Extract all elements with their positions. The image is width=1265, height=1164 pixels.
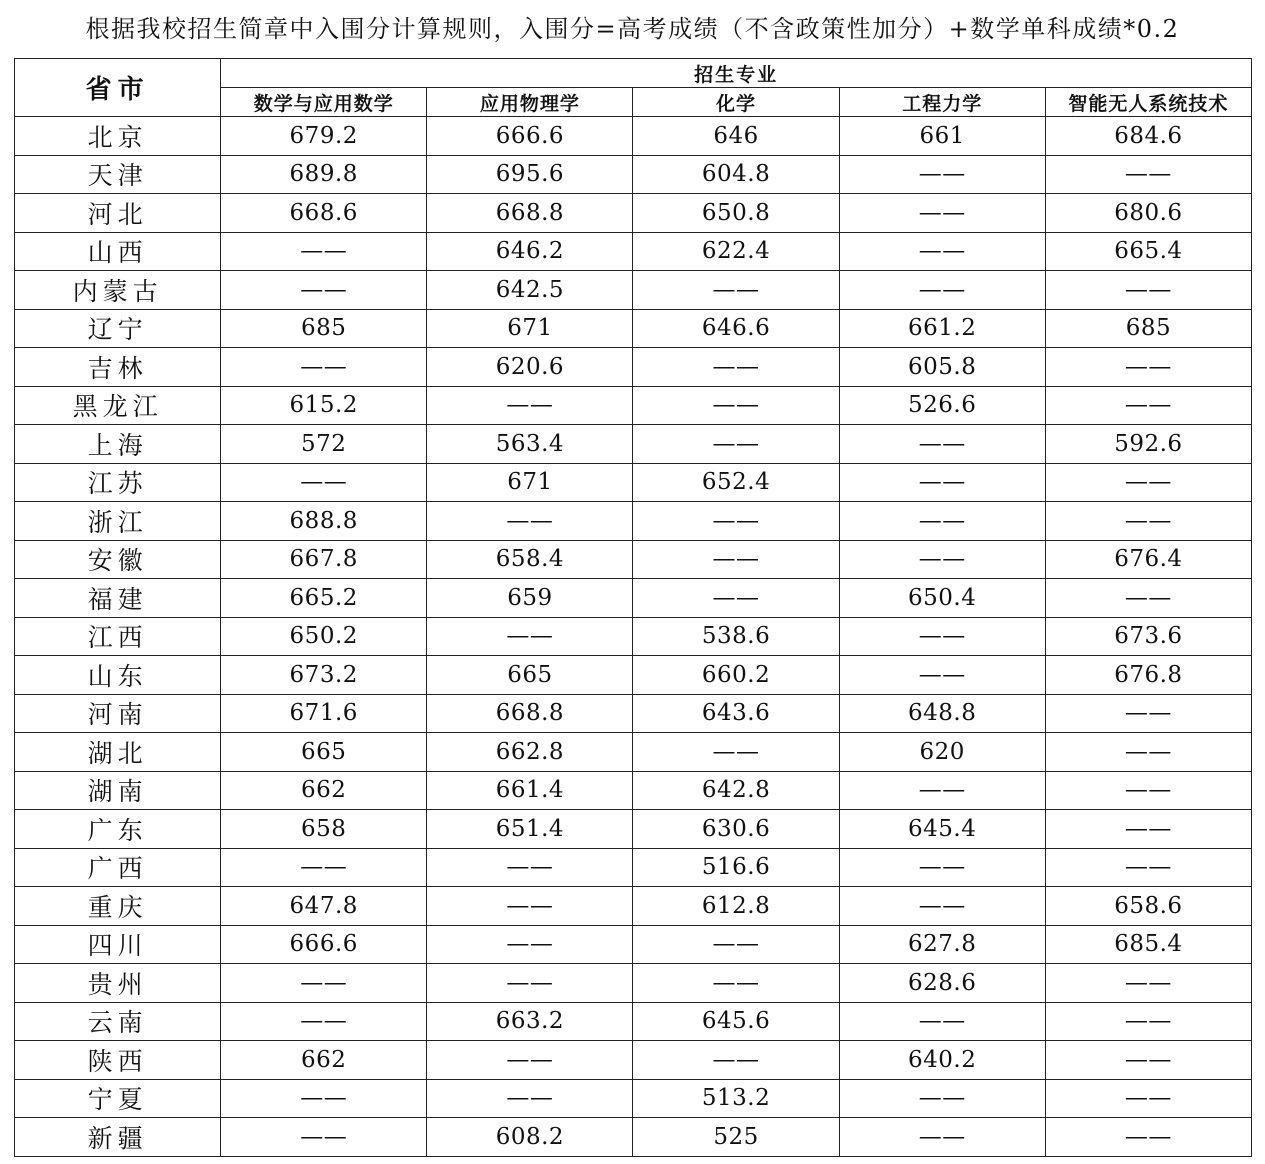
table-row	[15, 694, 1252, 733]
province-cell: 辽宁	[15, 309, 221, 348]
score-cell: 684.6	[1045, 117, 1251, 156]
score-cell: ——	[427, 848, 633, 887]
score-cell: 628.6	[839, 964, 1045, 1003]
table-header	[15, 59, 1252, 117]
score-cell: 643.6	[633, 694, 839, 733]
score-cell: 676.8	[1045, 656, 1251, 695]
province-cell: 安徽	[15, 540, 221, 579]
score-cell: ——	[427, 386, 633, 425]
table-row	[15, 502, 1252, 541]
province-cell: 福建	[15, 579, 221, 618]
score-cell: 689.8	[221, 155, 427, 194]
score-cell: 592.6	[1045, 425, 1251, 464]
table-row	[15, 463, 1252, 502]
province-cell: 宁夏	[15, 1079, 221, 1118]
score-cell: 688.8	[221, 502, 427, 541]
score-cell: 646.6	[633, 309, 839, 348]
score-cell: ——	[839, 502, 1045, 541]
score-cell: 647.8	[221, 887, 427, 926]
score-cell: ——	[633, 733, 839, 772]
score-cell: ——	[839, 271, 1045, 310]
province-cell: 山西	[15, 232, 221, 271]
score-cell: ——	[839, 425, 1045, 464]
score-cell: ——	[1045, 694, 1251, 733]
table-row	[15, 848, 1252, 887]
province-cell: 新疆	[15, 1118, 221, 1157]
score-cell: ——	[427, 502, 633, 541]
table-row	[15, 617, 1252, 656]
score-cell: ——	[221, 463, 427, 502]
table-row	[15, 1079, 1252, 1118]
score-cell: ——	[633, 964, 839, 1003]
score-cell: ——	[839, 194, 1045, 233]
score-cell: 604.8	[633, 155, 839, 194]
score-cell: 659	[427, 579, 633, 618]
table-row	[15, 1041, 1252, 1080]
score-cell: ——	[839, 771, 1045, 810]
score-cell: ——	[221, 1079, 427, 1118]
province-cell: 天津	[15, 155, 221, 194]
table-row	[15, 579, 1252, 618]
score-cell: ——	[633, 386, 839, 425]
score-cell: ——	[633, 348, 839, 387]
score-cell: ——	[633, 271, 839, 310]
score-cell: ——	[1045, 463, 1251, 502]
score-cell: ——	[633, 579, 839, 618]
province-cell: 河南	[15, 694, 221, 733]
score-cell: 658	[221, 810, 427, 849]
score-cell: ——	[1045, 1041, 1251, 1080]
score-cell: 661	[839, 117, 1045, 156]
score-cell: ——	[221, 964, 427, 1003]
score-cell: ——	[633, 425, 839, 464]
admission-score-table	[14, 58, 1252, 1157]
score-cell: 572	[221, 425, 427, 464]
score-cell: ——	[1045, 1118, 1251, 1157]
table-row	[15, 1118, 1252, 1157]
score-cell: ——	[633, 540, 839, 579]
table-row	[15, 271, 1252, 310]
score-cell: 666.6	[221, 925, 427, 964]
score-cell: 658.4	[427, 540, 633, 579]
table-row	[15, 117, 1252, 156]
score-cell: ——	[1045, 1002, 1251, 1041]
score-cell: ——	[221, 1118, 427, 1157]
table-row	[15, 810, 1252, 849]
major-header-chemistry: 化学	[633, 88, 839, 117]
score-cell: 646.2	[427, 232, 633, 271]
score-cell: 668.8	[427, 194, 633, 233]
score-cell: ——	[427, 964, 633, 1003]
score-cell: ——	[221, 1002, 427, 1041]
province-cell: 陕西	[15, 1041, 221, 1080]
score-cell: ——	[427, 1079, 633, 1118]
province-cell: 重庆	[15, 887, 221, 926]
score-cell: 658.6	[1045, 887, 1251, 926]
score-cell: 685.4	[1045, 925, 1251, 964]
score-cell: 661.2	[839, 309, 1045, 348]
score-cell: 608.2	[427, 1118, 633, 1157]
province-cell: 贵州	[15, 964, 221, 1003]
score-cell: 671	[427, 309, 633, 348]
score-cell: ——	[1045, 579, 1251, 618]
score-cell: 650.4	[839, 579, 1045, 618]
score-cell: 662	[221, 1041, 427, 1080]
score-cell: 538.6	[633, 617, 839, 656]
table-row	[15, 925, 1252, 964]
score-cell: 673.2	[221, 656, 427, 695]
score-cell: 676.4	[1045, 540, 1251, 579]
score-cell: ——	[633, 925, 839, 964]
province-cell: 北京	[15, 117, 221, 156]
score-cell: 620.6	[427, 348, 633, 387]
score-cell: 646	[633, 117, 839, 156]
score-cell: ——	[839, 232, 1045, 271]
score-cell: ——	[633, 502, 839, 541]
score-cell: 679.2	[221, 117, 427, 156]
table-row	[15, 309, 1252, 348]
score-cell: 563.4	[427, 425, 633, 464]
score-cell: 661.4	[427, 771, 633, 810]
table-body	[15, 117, 1252, 1157]
score-cell: 667.8	[221, 540, 427, 579]
province-cell: 吉林	[15, 348, 221, 387]
score-cell: 612.8	[633, 887, 839, 926]
score-cell: 640.2	[839, 1041, 1045, 1080]
table-row	[15, 232, 1252, 271]
score-cell: ——	[1045, 271, 1251, 310]
table-row	[15, 1002, 1252, 1041]
table-row	[15, 733, 1252, 772]
table-row	[15, 656, 1252, 695]
province-cell: 内蒙古	[15, 271, 221, 310]
score-cell: ——	[1045, 386, 1251, 425]
province-cell: 湖北	[15, 733, 221, 772]
score-cell: 685	[1045, 309, 1251, 348]
score-cell: ——	[839, 617, 1045, 656]
score-cell: ——	[839, 656, 1045, 695]
score-cell: 605.8	[839, 348, 1045, 387]
score-cell: 685	[221, 309, 427, 348]
score-cell: 648.8	[839, 694, 1045, 733]
score-cell: ——	[633, 1041, 839, 1080]
score-cell: 650.2	[221, 617, 427, 656]
score-cell: 665.4	[1045, 232, 1251, 271]
major-header-math: 数学与应用数学	[221, 88, 427, 117]
score-cell: ——	[1045, 964, 1251, 1003]
score-cell: 615.2	[221, 386, 427, 425]
table-row	[15, 425, 1252, 464]
province-cell: 四川	[15, 925, 221, 964]
score-cell: ——	[427, 617, 633, 656]
score-cell: 642.5	[427, 271, 633, 310]
score-cell: 627.8	[839, 925, 1045, 964]
score-cell: 666.6	[427, 117, 633, 156]
score-cell: ——	[1045, 733, 1251, 772]
score-cell: ——	[427, 925, 633, 964]
score-cell: ——	[427, 887, 633, 926]
score-cell: 671	[427, 463, 633, 502]
score-cell: 662	[221, 771, 427, 810]
province-cell: 江苏	[15, 463, 221, 502]
score-cell: 660.2	[633, 656, 839, 695]
province-cell: 广西	[15, 848, 221, 887]
major-header-intelligent-unmanned-systems: 智能无人系统技术	[1045, 88, 1251, 117]
score-cell: 665	[427, 656, 633, 695]
score-cell: 642.8	[633, 771, 839, 810]
score-cell: 651.4	[427, 810, 633, 849]
score-cell: ——	[1045, 848, 1251, 887]
score-cell: 665	[221, 733, 427, 772]
score-cell: ——	[1045, 502, 1251, 541]
score-cell: 525	[633, 1118, 839, 1157]
score-cell: ——	[1045, 810, 1251, 849]
score-cell: ——	[839, 155, 1045, 194]
score-cell: 513.2	[633, 1079, 839, 1118]
province-cell: 山东	[15, 656, 221, 695]
score-cell: 665.2	[221, 579, 427, 618]
province-cell: 云南	[15, 1002, 221, 1041]
score-cell: 695.6	[427, 155, 633, 194]
score-cell: 668.8	[427, 694, 633, 733]
score-cell: ——	[221, 271, 427, 310]
score-cell: ——	[427, 1041, 633, 1080]
table-row	[15, 771, 1252, 810]
score-cell: 671.6	[221, 694, 427, 733]
major-group-header: 招生专业	[221, 59, 1252, 88]
province-cell: 河北	[15, 194, 221, 233]
score-cell: ——	[839, 887, 1045, 926]
score-cell: 622.4	[633, 232, 839, 271]
score-cell: ——	[839, 1079, 1045, 1118]
score-cell: 645.6	[633, 1002, 839, 1041]
province-cell: 江西	[15, 617, 221, 656]
table-row	[15, 348, 1252, 387]
table-row	[15, 540, 1252, 579]
province-cell: 黑龙江	[15, 386, 221, 425]
province-cell: 广东	[15, 810, 221, 849]
score-cell: ——	[1045, 155, 1251, 194]
page-caption: 根据我校招生简章中入围分计算规则，入围分=高考成绩（不含政策性加分）+数学单科成绩*0.2	[85, 15, 1180, 43]
table-row	[15, 964, 1252, 1003]
score-cell: ——	[839, 1002, 1045, 1041]
table-row	[15, 887, 1252, 926]
major-header-engineering-mechanics: 工程力学	[839, 88, 1045, 117]
score-cell: 673.6	[1045, 617, 1251, 656]
score-cell: 645.4	[839, 810, 1045, 849]
province-cell: 浙江	[15, 502, 221, 541]
score-cell: 680.6	[1045, 194, 1251, 233]
score-cell: ——	[1045, 1079, 1251, 1118]
score-cell: ——	[839, 463, 1045, 502]
score-cell: 663.2	[427, 1002, 633, 1041]
score-cell: 630.6	[633, 810, 839, 849]
score-cell: ——	[221, 848, 427, 887]
table-row	[15, 194, 1252, 233]
score-cell: 650.8	[633, 194, 839, 233]
score-cell: ——	[1045, 348, 1251, 387]
province-cell: 湖南	[15, 771, 221, 810]
table-row	[15, 155, 1252, 194]
score-cell: ——	[221, 232, 427, 271]
score-cell: 526.6	[839, 386, 1045, 425]
score-cell: ——	[839, 540, 1045, 579]
score-cell: 662.8	[427, 733, 633, 772]
score-cell: ——	[839, 1118, 1045, 1157]
score-cell: 516.6	[633, 848, 839, 887]
score-cell: 652.4	[633, 463, 839, 502]
score-cell: 668.6	[221, 194, 427, 233]
score-cell: ——	[1045, 771, 1251, 810]
major-header-applied-physics: 应用物理学	[427, 88, 633, 117]
score-cell: 620	[839, 733, 1045, 772]
province-cell: 上海	[15, 425, 221, 464]
score-cell: ——	[839, 848, 1045, 887]
score-cell: ——	[221, 348, 427, 387]
table-row	[15, 386, 1252, 425]
province-column-header: 省市	[15, 59, 221, 117]
